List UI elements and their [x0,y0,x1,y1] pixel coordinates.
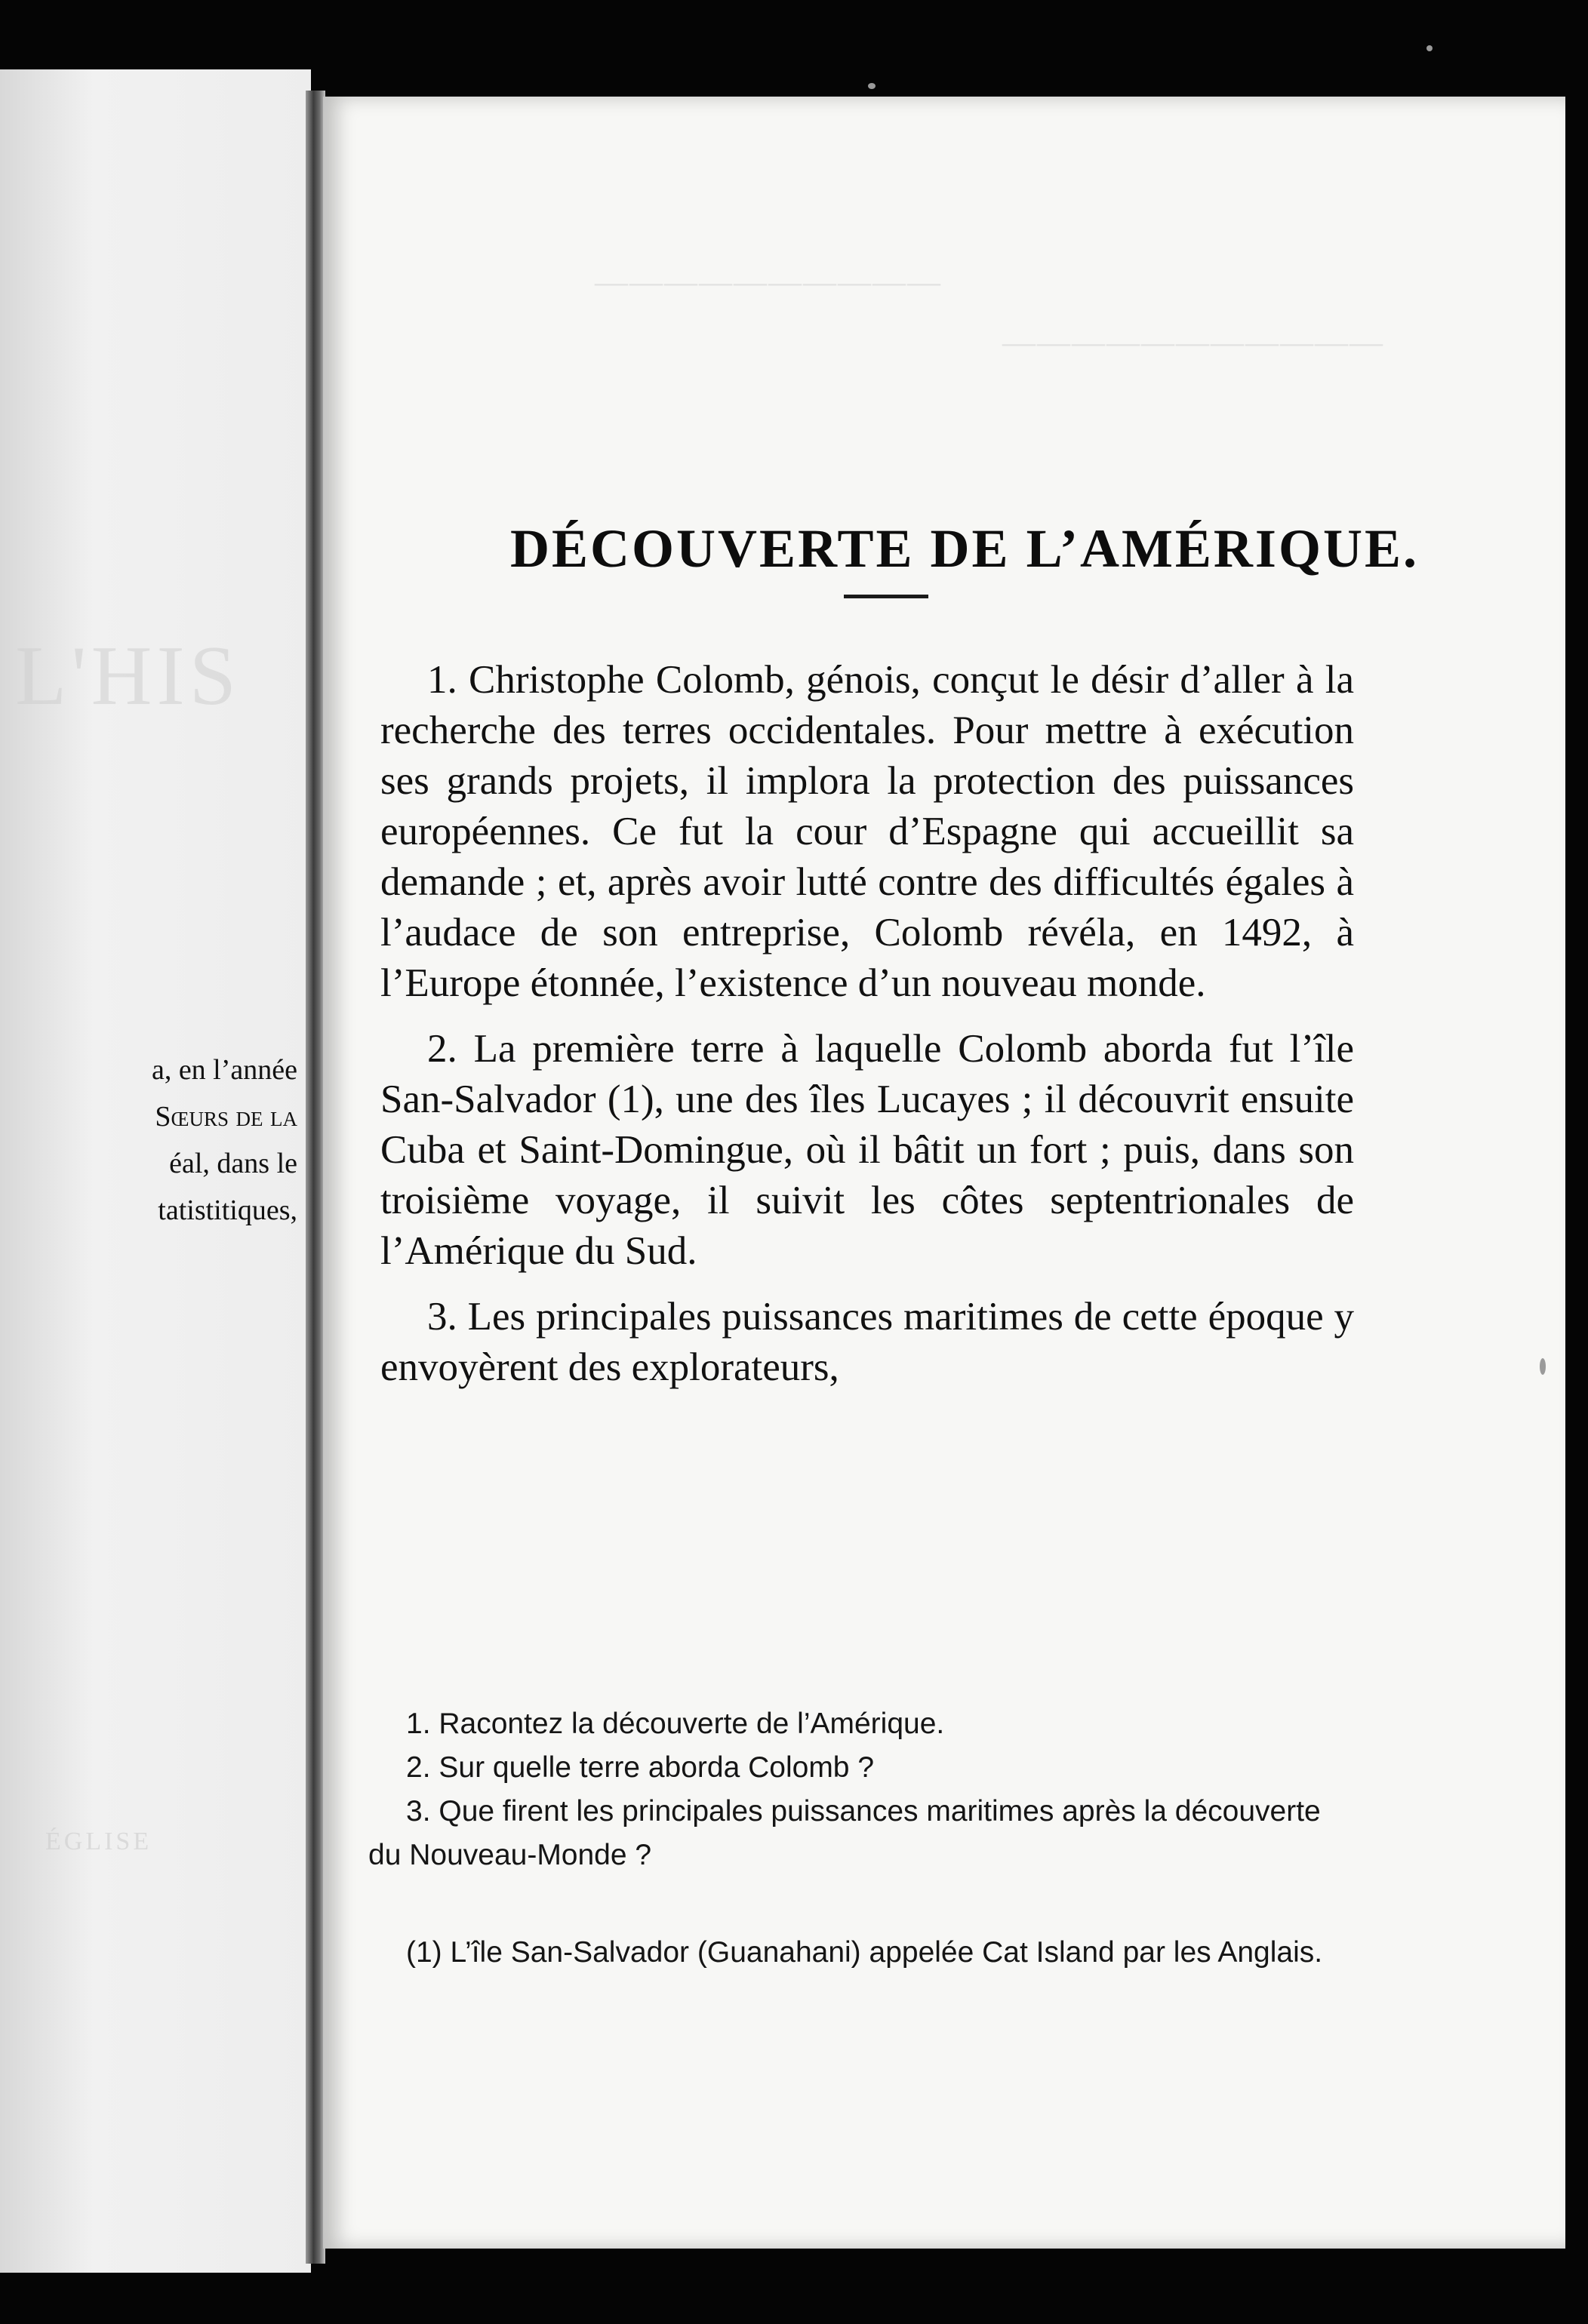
bleed-through: ——————————— [1002,324,1384,361]
question: 3. Que firent les principales puissances maritimes après la découverte du Nouveau-Monde ? [368,1795,1321,1871]
left-page-bleed-title: L'HIS [15,629,242,723]
right-page [323,97,1565,2249]
bleed-through: —————————— [595,263,942,300]
paragraph: 1. Christophe Colomb, génois, conçut le désir d’aller à la recherche des terres occidentales. Pour mettre à exécution ses grands projets, il implora la protection des puissances européennes. Ce fut la cour d’Espagne qui accueillit sa demande ; et, après avoir lutté contre des difficultés égales à l’audace de son entreprise, Colomb révéla, en 1492, à l’Europe étonnée, l’existence d’un nouveau monde. [380,658,1354,1005]
left-page [0,69,311,2273]
paragraph: 3. Les principales puissances maritimes de cette époque y envoyèrent des explorateurs, [380,1295,1354,1389]
left-line: éal, dans le [169,1148,297,1179]
left-page-text [26,1047,297,1234]
question: 2. Sur quelle terre aborda Colomb ? [406,1751,875,1784]
paragraph: 2. La première terre à laquelle Colomb aborda fut l’île San-Salvador (1), une des îles Lucayes ; il découvrit ensuite Cuba et Saint-Domingue, où il bâtit un fort ; puis, dans son troisième voyage, il suivit les côtes septentrionales de l’Amérique du Sud. [380,1027,1354,1273]
left-line: Sœurs de la [155,1101,297,1133]
scan-speck [868,83,876,89]
page-title: DÉCOUVERTE DE L’AMÉRIQUE. [510,518,1419,579]
question: 1. Racontez la découverte de l’Amérique. [406,1708,945,1740]
title-rule [844,595,928,598]
body-text [380,655,1354,1408]
footnote: (1) L’île San-Salvador (Guanahani) appelée Cat Island par les Anglais. [406,1936,1323,1969]
scan-speck [1426,45,1433,51]
review-questions [368,1702,1357,1877]
scan-speck [1540,1358,1546,1375]
left-line: tatistitiques, [158,1194,297,1226]
left-line: a, en l’année [151,1054,297,1086]
left-page-bleed-line: ÉGLISE [45,1828,152,1855]
